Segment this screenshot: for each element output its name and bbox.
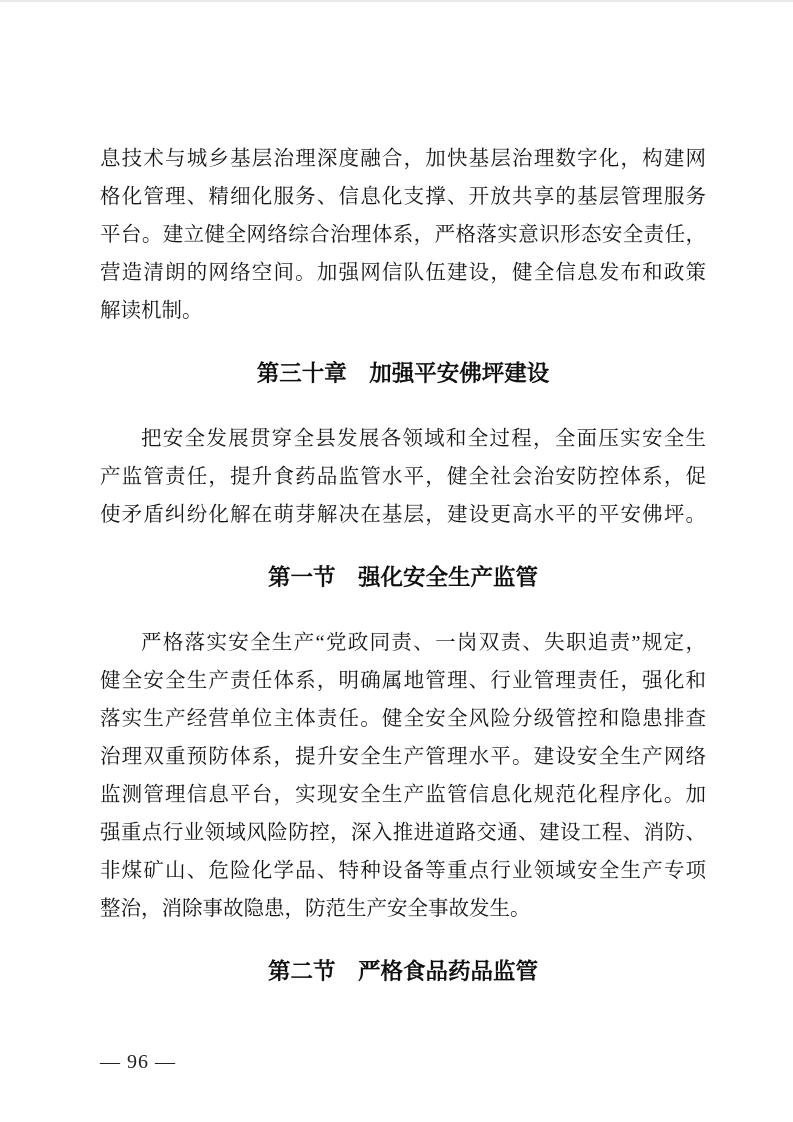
text-line: 监测管理信息平台，实现安全生产监管信息化规范化程序化。加 [100, 784, 706, 806]
text-line: 息技术与城乡基层治理深度融合，加快基层治理数字化，构建网 [100, 148, 706, 170]
text-line: 平台。建立健全网络综合治理体系，严格落实意识形态安全责任， [100, 224, 706, 246]
text-line: 非煤矿山、危险化学品、特种设备等重点行业领域安全生产专项 [100, 860, 706, 882]
body-paragraph [100, 420, 706, 534]
text-line: 健全安全生产责任体系，明确属地管理、行业管理责任，强化和 [100, 670, 706, 692]
text-line: 营造清朗的网络空间。加强网信队伍建设，健全信息发布和政策 [100, 262, 706, 284]
text-line: 强重点行业领域风险防控，深入推进道路交通、建设工程、消防、 [100, 822, 706, 844]
page-content [100, 140, 706, 1018]
text-line: 使矛盾纠纷化解在萌芽解决在基层，建设更高水平的平安佛坪。 [100, 504, 706, 526]
text-line: 产监管责任，提升食药品监管水平，健全社会治安防控体系，促 [100, 466, 706, 488]
chapter-heading: 第三十章 加强平安佛坪建设 [256, 361, 550, 386]
text-line: 落实生产经营单位主体责任。健全安全风险分级管控和隐患排查 [100, 708, 706, 730]
body-paragraph [100, 624, 706, 928]
body-paragraph-continuation [100, 140, 706, 330]
page-number: — 96 — [100, 1051, 176, 1073]
text-line: 把安全发展贯穿全县发展各领域和全过程，全面压实安全生 [141, 428, 706, 450]
section-heading-1: 第一节 强化安全生产监管 [267, 565, 538, 590]
text-line: 严格落实安全生产“党政同责、一岗双责、失职追责”规定， [141, 632, 706, 654]
text-line: 治理双重预防体系，提升安全生产管理水平。建设安全生产网络 [100, 746, 706, 768]
page-top-edge [0, 0, 793, 2]
text-line: 解读机制。 [100, 300, 203, 322]
section-heading-2: 第二节 严格食品药品监管 [267, 959, 538, 984]
text-line: 整治，消除事故隐患，防范生产安全事故发生。 [100, 898, 531, 920]
text-line: 格化管理、精细化服务、信息化支撑、开放共享的基层管理服务 [100, 186, 706, 208]
